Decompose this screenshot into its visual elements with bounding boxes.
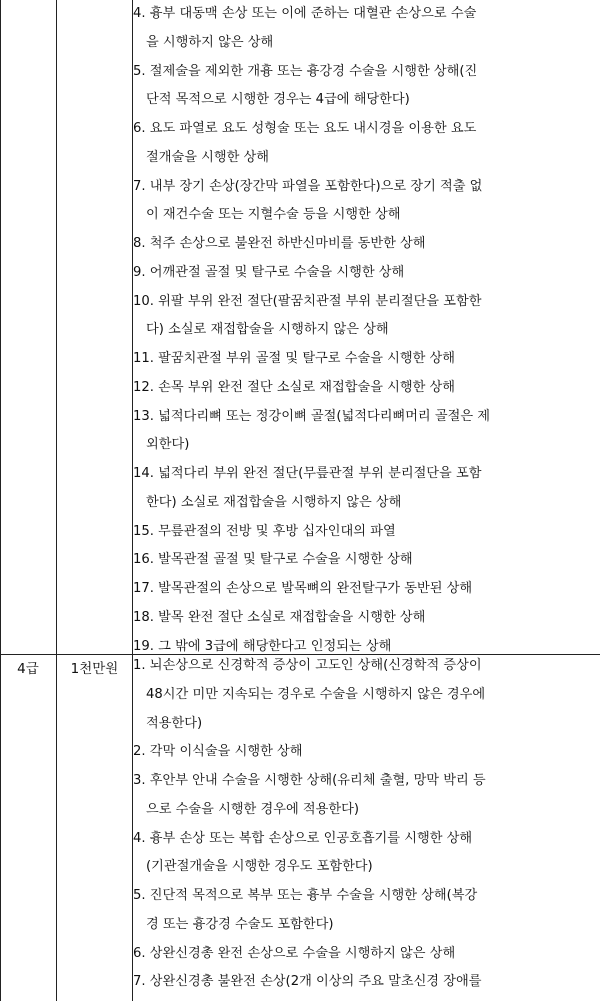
grade-cell: 4급 — [17, 661, 39, 677]
list-item-continuation: 으로 수술을 시행한 경우에 적용한다) — [146, 801, 359, 817]
list-item: 17. 발목관절의 손상으로 발목뼈의 완전탈구가 동반된 상해 — [133, 581, 473, 596]
list-item-continuation: 을 시행하지 않은 상해 — [146, 34, 274, 50]
list-item: 3. 후안부 안내 수술을 시행한 상해(유리체 출혈, 망막 박리 등 — [133, 773, 486, 788]
list-item: 12. 손목 부위 완전 절단 소실로 재접합술을 시행한 상해 — [133, 379, 456, 395]
list-item-continuation: 한다) 소실로 재접합술을 시행하지 않은 상해 — [146, 494, 402, 510]
list-item: 7. 상완신경총 불완전 손상(2개 이상의 주요 말초신경 장애를 — [133, 974, 482, 990]
list-item: 14. 넓적다리 부위 완전 절단(무릎관절 부위 분리절단을 포함 — [133, 466, 482, 481]
table-border-grade-col — [56, 0, 57, 1001]
list-item-continuation: 다) 소실로 재접합술을 시행하지 않은 상해 — [146, 322, 389, 338]
list-item: 4. 흉부 대동맥 손상 또는 이에 준하는 대혈관 손상으로 수술 — [133, 6, 477, 21]
list-item-continuation: (기관절개술을 시행한 경우도 포함한다) — [146, 859, 373, 875]
table-border-left — [0, 0, 1, 1001]
list-item-continuation: 외한다) — [146, 437, 190, 453]
list-item: 15. 무릎관절의 전방 및 후방 십자인대의 파열 — [133, 523, 396, 539]
list-item: 2. 각막 이식술을 시행한 상해 — [133, 744, 303, 760]
list-item: 6. 상완신경총 완전 손상으로 수술을 시행하지 않은 상해 — [133, 945, 456, 961]
list-item: 5. 진단적 목적으로 복부 또는 흉부 수술을 시행한 상해(복강 — [133, 888, 478, 903]
list-item: 10. 위팔 부위 완전 절단(팔꿈치관절 부위 분리절단을 포함한 — [133, 293, 482, 309]
list-item-continuation: 이 재건수술 또는 지혈수술 등을 시행한 상해 — [146, 207, 401, 223]
list-item: 7. 내부 장기 손상(장간막 파열을 포함한다)으로 장기 적출 없 — [133, 178, 483, 194]
list-item: 4. 흉부 손상 또는 복합 손상으로 인공호흡기를 시행한 상해 — [133, 830, 473, 846]
grade3-items-list — [133, 0, 597, 661]
list-item: 16. 발목관절 골절 및 탈구로 수술을 시행한 상해 — [133, 552, 413, 568]
list-item: 1. 뇌손상으로 신경학적 증상이 고도인 상해(신경학적 증상이 — [133, 658, 482, 673]
amount-cell: 1천만원 — [70, 661, 119, 677]
list-item: 6. 요도 파열로 요도 성형술 또는 요도 내시경을 이용한 요도 — [133, 121, 477, 136]
list-item-continuation: 적용한다) — [146, 715, 203, 731]
grade4-items-list — [133, 652, 597, 997]
list-item: 18. 발목 완전 절단 소실로 재접합술을 시행한 상해 — [133, 609, 426, 625]
list-item-continuation: 경 또는 흉강경 수술도 포함한다) — [146, 916, 334, 932]
list-item: 9. 어깨관절 골절 및 탈구로 수술을 시행한 상해 — [133, 264, 405, 280]
list-item-continuation: 절개술을 시행한 상해 — [146, 149, 270, 165]
list-item: 19. 그 밖에 3급에 해당한다고 인정되는 상해 — [133, 638, 392, 654]
list-item-continuation: 48시간 미만 지속되는 경우로 수술을 시행하지 않은 경우에 — [146, 686, 486, 702]
list-item: 8. 척주 손상으로 불완전 하반신마비를 동반한 상해 — [133, 236, 426, 251]
list-item-continuation: 단적 목적으로 시행한 경우는 4급에 해당한다) — [146, 92, 410, 108]
list-item: 13. 넓적다리뼈 또는 정강이뼈 골절(넓적다리뼈머리 골절은 제 — [133, 408, 491, 424]
list-item: 5. 절제술을 제외한 개흉 또는 흉강경 수술을 시행한 상해(진 — [133, 63, 478, 79]
list-item: 11. 팔꿈치관절 부위 골절 및 탈구로 수술을 시행한 상해 — [133, 351, 456, 366]
